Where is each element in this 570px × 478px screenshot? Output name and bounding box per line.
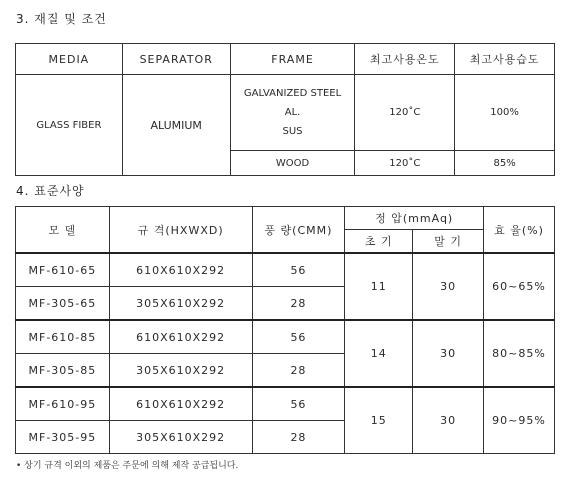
header-frame: FRAME bbox=[230, 44, 355, 75]
model-cell: MF-305-95 bbox=[16, 421, 110, 454]
spec-cell: 305X610X292 bbox=[109, 287, 252, 321]
materials-table bbox=[15, 43, 555, 176]
spec-cell: 305X610X292 bbox=[109, 354, 252, 388]
frame-line: GALVANIZED STEEL bbox=[243, 88, 342, 99]
frame-value-wood: WOOD bbox=[230, 151, 355, 176]
model-cell: MF-305-65 bbox=[16, 287, 110, 321]
spec-cell: 305X610X292 bbox=[109, 421, 252, 454]
spec-table bbox=[15, 206, 555, 454]
section-4-title: 4. 표준사양 bbox=[16, 184, 85, 198]
header-max-humidity: 최고사용습도 bbox=[455, 44, 555, 75]
spec-cell: 610X610X292 bbox=[109, 253, 252, 287]
airflow-cell: 28 bbox=[252, 354, 345, 388]
efficiency-cell: 80~85% bbox=[484, 320, 555, 387]
separator-value: ALUMIUM bbox=[122, 75, 230, 176]
footnote: • 상기 규격 이외의 제품은 주문에 의해 제작 공급됩니다. bbox=[16, 461, 239, 471]
header-model: 모 델 bbox=[16, 207, 110, 254]
humidity-value: 85% bbox=[455, 151, 555, 176]
initial-pressure-cell: 14 bbox=[345, 320, 413, 387]
temp-value: 120˚C bbox=[355, 151, 455, 176]
initial-pressure-cell: 15 bbox=[345, 387, 413, 454]
model-cell: MF-610-85 bbox=[16, 320, 110, 354]
header-media: MEDIA bbox=[16, 44, 123, 75]
header-separator: SEPARATOR bbox=[122, 44, 230, 75]
table-row bbox=[16, 387, 555, 421]
section-3-title: 3. 재질 및 조건 bbox=[16, 12, 107, 26]
final-pressure-cell: 30 bbox=[413, 253, 484, 320]
airflow-cell: 56 bbox=[252, 320, 345, 354]
header-airflow: 풍 량(CMM) bbox=[252, 207, 345, 254]
final-pressure-cell: 30 bbox=[413, 320, 484, 387]
frame-value-metal bbox=[230, 75, 355, 151]
airflow-cell: 56 bbox=[252, 387, 345, 421]
initial-pressure-cell: 11 bbox=[345, 253, 413, 320]
temp-value: 120˚C bbox=[355, 75, 455, 151]
model-cell: MF-610-95 bbox=[16, 387, 110, 421]
final-pressure-cell: 30 bbox=[413, 387, 484, 454]
table-row bbox=[16, 253, 555, 287]
frame-line: AL. bbox=[284, 107, 301, 118]
header-final: 말 기 bbox=[413, 230, 484, 254]
efficiency-cell: 90~95% bbox=[484, 387, 555, 454]
header-pressure: 정 압(mmAq) bbox=[345, 207, 484, 230]
airflow-cell: 56 bbox=[252, 253, 345, 287]
media-value: GLASS FIBER bbox=[16, 75, 123, 176]
frame-line: SUS bbox=[282, 126, 303, 137]
header-spec: 규 격(HXWXD) bbox=[109, 207, 252, 254]
header-initial: 초 기 bbox=[345, 230, 413, 254]
model-cell: MF-305-85 bbox=[16, 354, 110, 388]
header-max-temp: 최고사용온도 bbox=[355, 44, 455, 75]
efficiency-cell: 60~65% bbox=[484, 253, 555, 320]
table-row bbox=[16, 320, 555, 354]
model-cell: MF-610-65 bbox=[16, 253, 110, 287]
spec-cell: 610X610X292 bbox=[109, 387, 252, 421]
humidity-value: 100% bbox=[455, 75, 555, 151]
airflow-cell: 28 bbox=[252, 287, 345, 321]
header-efficiency: 효 율(%) bbox=[484, 207, 555, 254]
spec-cell: 610X610X292 bbox=[109, 320, 252, 354]
airflow-cell: 28 bbox=[252, 421, 345, 454]
